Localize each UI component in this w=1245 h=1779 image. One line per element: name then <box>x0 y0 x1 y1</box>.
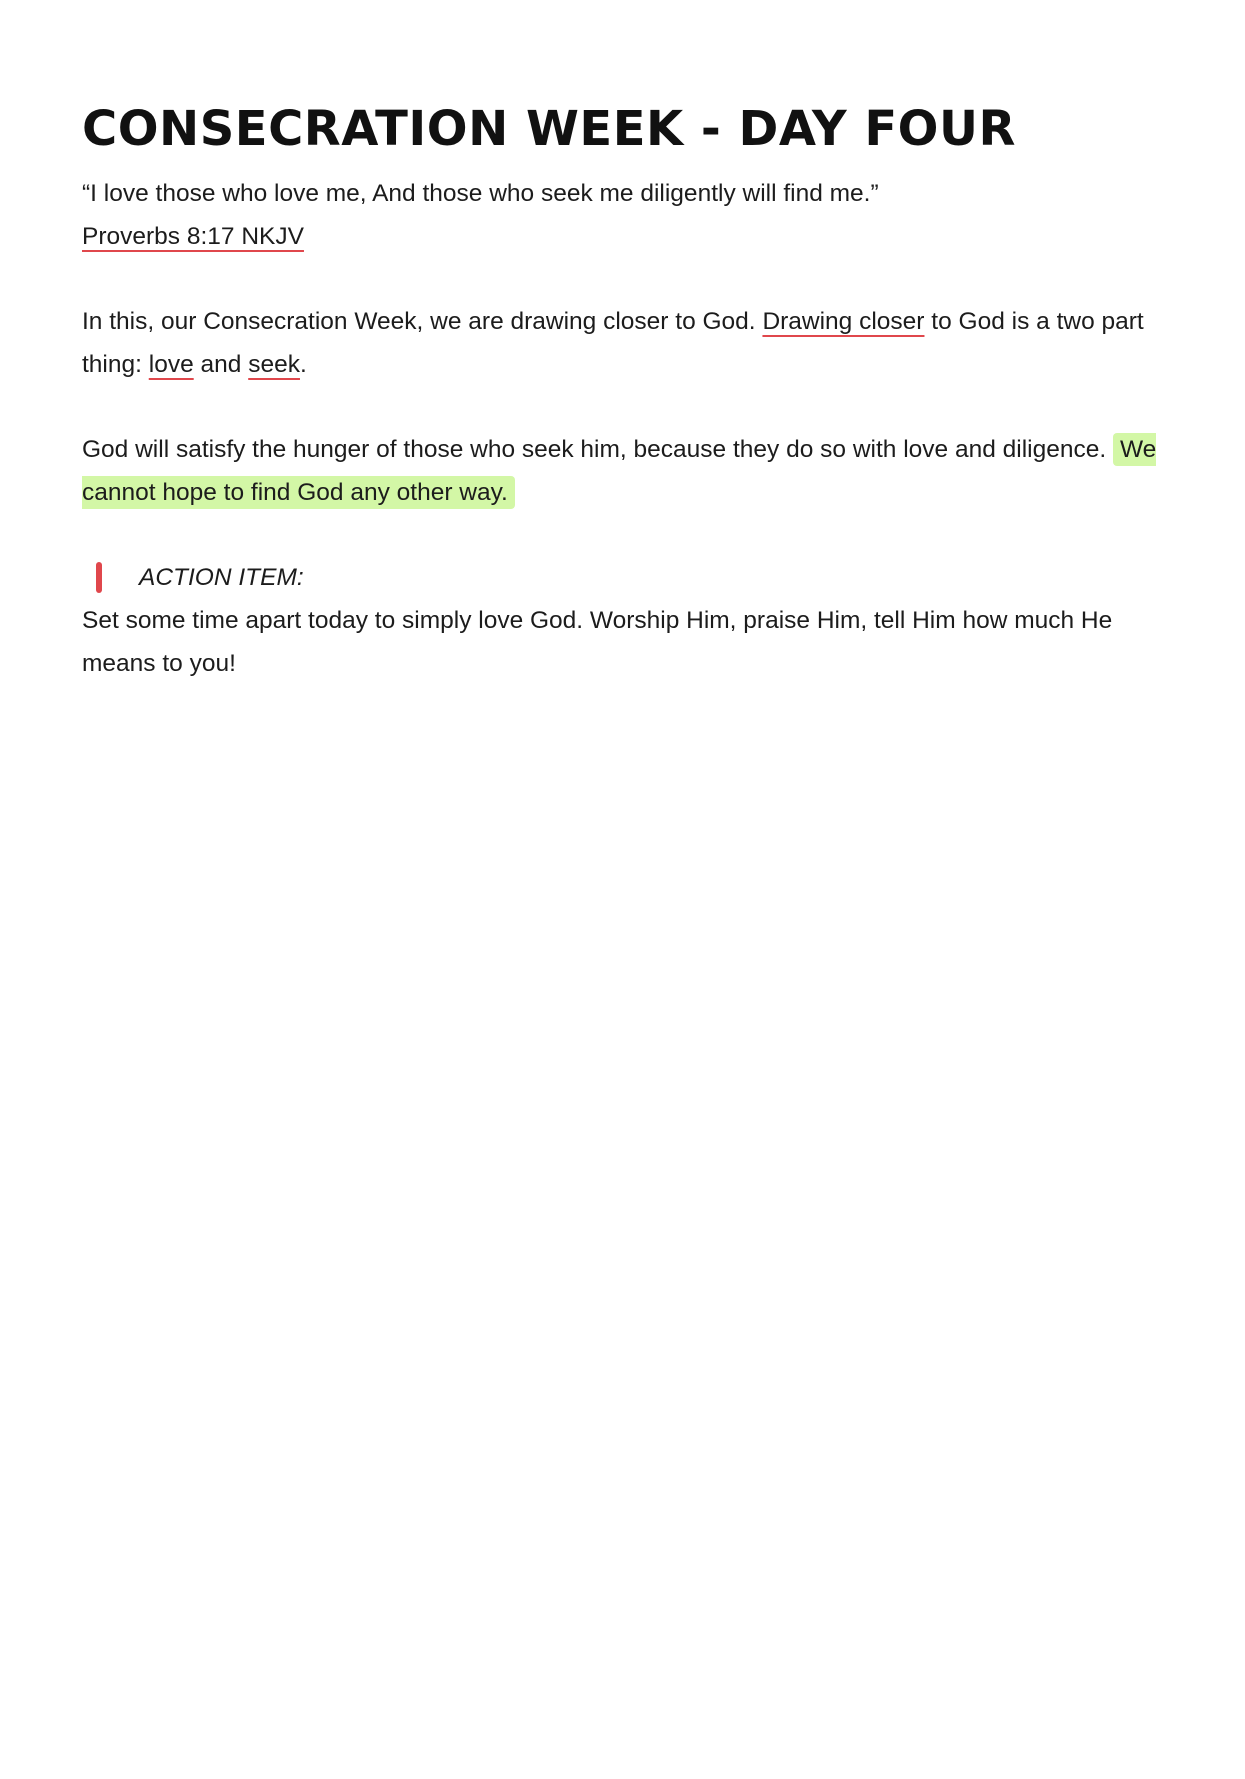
scripture-reference-link[interactable]: Proverbs 8:17 NKJV <box>82 223 304 250</box>
paragraph-spacer <box>82 386 1172 428</box>
paragraph-text: God will satisfy the hunger of those who seek him, because they do so with love and diligence. <box>82 436 1113 463</box>
document-page <box>82 95 1172 685</box>
paragraph-text: and <box>193 351 249 378</box>
action-marker-bar <box>96 562 102 593</box>
paragraph-spacer <box>82 258 1172 300</box>
paragraph-text: . <box>299 351 307 378</box>
seek-link[interactable]: seek <box>248 351 300 378</box>
paragraph-drawing-closer <box>82 300 1172 386</box>
scripture-reference-line <box>82 215 1172 258</box>
action-item-heading-text: ACTION ITEM: <box>139 564 304 591</box>
paragraph-text: In this, our Consecration Week, we are drawing closer to God. <box>82 308 763 335</box>
action-item-heading <box>82 556 1172 599</box>
scripture-quote: “I love those who love me, And those who seek me diligently will find me.” <box>82 180 879 207</box>
paragraph-spacer <box>82 514 1172 556</box>
action-item-text: Set some time apart today to simply love God. Worship Him, praise Him, tell Him how much He means to you! <box>82 607 1113 677</box>
page-title: CONSECRATION WEEK - DAY FOUR <box>82 101 1016 157</box>
drawing-closer-link[interactable]: Drawing closer <box>762 308 925 335</box>
love-link[interactable]: love <box>148 351 194 378</box>
highlighted-text: We cannot hope to find God any other way. <box>82 433 1156 509</box>
paragraph-satisfy-hunger <box>82 428 1172 514</box>
paragraph-text: to God is a two part thing: <box>82 308 1144 378</box>
